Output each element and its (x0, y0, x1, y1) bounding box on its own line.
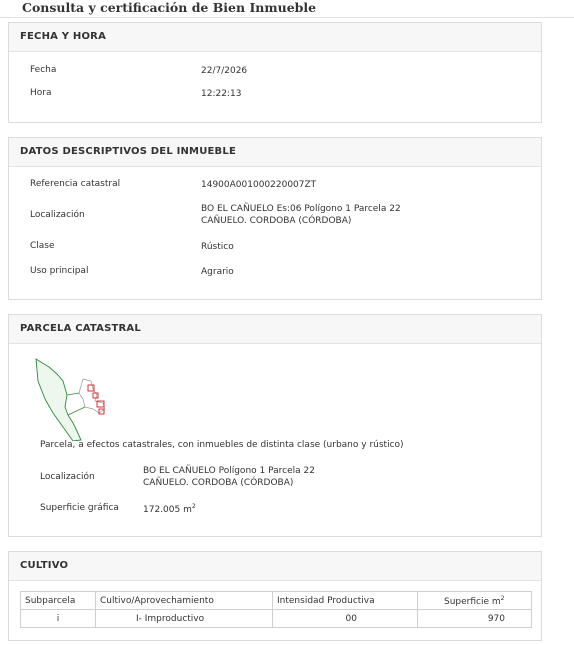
parcela-note: Parcela, a efectos catastrales, con inmuebles de distinta clase (urbano y rústico) (40, 440, 404, 450)
parcel-line (67, 393, 79, 395)
panel-header-datos: DATOS DESCRIPTIVOS DEL INMUEBLE (9, 138, 541, 167)
cell-cultivo: I- Improductivo (96, 610, 273, 628)
col-subparcela: Subparcela (21, 592, 96, 610)
localizacion-line2: CAÑUELO. CORDOBA (CÓRDOBA) (201, 216, 352, 226)
col-superficie (418, 592, 532, 610)
uso-label: Uso principal (30, 266, 89, 276)
uso-value: Agrario (201, 267, 234, 277)
superficie-grafica-exponent: 2 (191, 503, 196, 510)
building-red-2 (93, 393, 98, 398)
col-superficie-label: Superficie m (444, 596, 501, 607)
panel-cultivo (8, 551, 542, 641)
referencia-label: Referencia catastral (30, 179, 121, 189)
cell-subparcela: i (21, 610, 96, 628)
clase-label: Clase (30, 241, 55, 251)
cell-intensidad: 00 (273, 610, 418, 628)
panel-header-cultivo: CULTIVO (9, 552, 541, 581)
localizacion-label: Localización (30, 210, 85, 220)
panel-parcela-catastral (8, 314, 542, 537)
fecha-value: 22/7/2026 (201, 66, 248, 76)
panel-header-parcela: PARCELA CATASTRAL (9, 315, 541, 344)
table-row (21, 610, 532, 628)
parcel-outline (36, 359, 81, 441)
cultivo-table (20, 591, 532, 628)
parcel-line (68, 407, 85, 415)
cell-superficie: 970 (418, 610, 532, 628)
superficie-grafica-number: 172.005 m (143, 505, 192, 515)
panel-datos-descriptivos (8, 137, 542, 300)
parcela-localizacion-label: Localización (40, 472, 95, 482)
parcel-map (33, 357, 117, 441)
superficie-grafica-value (143, 501, 196, 516)
clase-value: Rústico (201, 242, 234, 252)
page-title: Consulta y certificación de Bien Inmueble (22, 0, 317, 15)
col-cultivo: Cultivo/Aprovechamiento (96, 592, 273, 610)
hora-value: 12:22:13 (201, 89, 242, 99)
localizacion-line1: BO EL CAÑUELO Es:06 Polígono 1 Parcela 22 (201, 204, 401, 214)
parcela-localizacion-line1: BO EL CAÑUELO Polígono 1 Parcela 22 (143, 466, 315, 476)
parcela-localizacion-line2: CAÑUELO. CORDOBA (CÓRDOBA) (143, 478, 294, 488)
hora-label: Hora (30, 88, 52, 98)
fecha-label: Fecha (30, 65, 57, 75)
table-header-row (21, 592, 532, 610)
col-intensidad: Intensidad Productiva (273, 592, 418, 610)
col-superficie-exponent: 2 (500, 594, 505, 602)
panel-header-fecha-hora: FECHA Y HORA (9, 23, 541, 52)
title-divider (0, 17, 574, 18)
panel-fecha-hora (8, 22, 542, 123)
superficie-grafica-label: Superficie gráfica (40, 503, 119, 513)
referencia-value: 14900A001000220007ZT (201, 180, 317, 190)
